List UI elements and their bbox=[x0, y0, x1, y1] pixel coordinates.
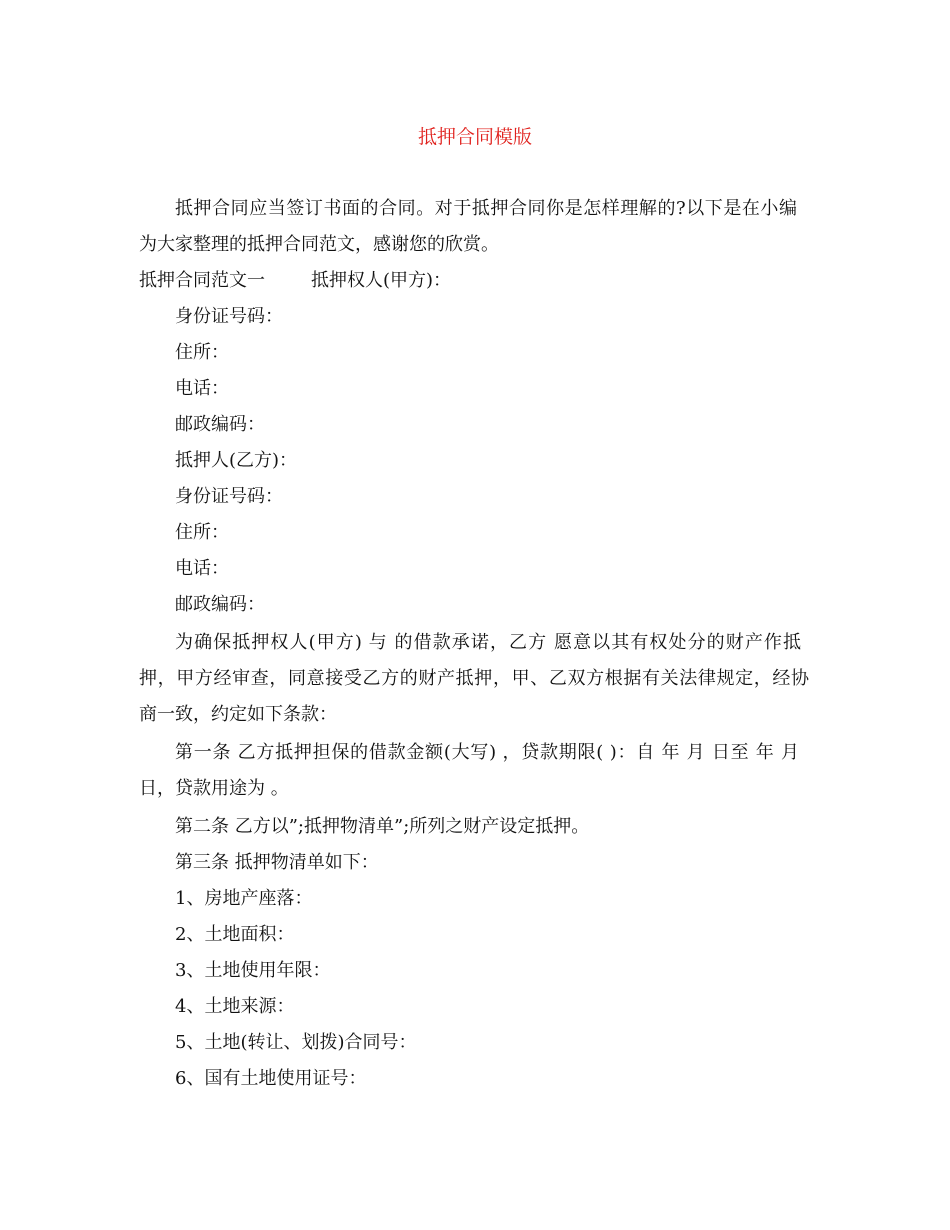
party-b-postcode-field: 邮政编码： bbox=[175, 594, 265, 615]
party-b-id-field: 身份证号码： bbox=[175, 486, 283, 507]
party-b-phone-field: 电话： bbox=[175, 558, 229, 579]
article-3: 第三条 抵押物清单如下： bbox=[175, 852, 379, 873]
party-b-heading: 抵押人(乙方)： bbox=[175, 450, 298, 471]
article-1-line-1: 第一条 乙方抵押担保的借款金额(大写) ，贷款期限( )：自 年 月 日至 年 月 bbox=[175, 742, 799, 763]
document-title: 抵押合同模版 bbox=[417, 126, 532, 148]
party-a-phone-field: 电话： bbox=[175, 378, 229, 399]
article-1-line-2: 日，贷款用途为 。 bbox=[139, 778, 289, 799]
list-item: 5、土地(转让、划拨)合同号： bbox=[175, 1032, 417, 1053]
intro-line-2: 为大家整理的抵押合同范文，感谢您的欣赏。 bbox=[139, 234, 499, 255]
list-item: 6、国有土地使用证号： bbox=[175, 1068, 367, 1089]
preamble-line-1: 为确保抵押权人(甲方) 与 的借款承诺，乙方 愿意以其有权处分的财产作抵 bbox=[175, 632, 801, 653]
party-a-address-field: 住所： bbox=[175, 342, 229, 363]
preamble-line-3: 商一致，约定如下条款： bbox=[139, 704, 337, 725]
party-a-postcode-field: 邮政编码： bbox=[175, 414, 265, 435]
list-item: 3、土地使用年限： bbox=[175, 960, 331, 981]
sample-label: 抵押合同范文一 bbox=[139, 270, 265, 291]
list-item: 2、土地面积： bbox=[175, 924, 295, 945]
intro-line-1: 抵押合同应当签订书面的合同。对于抵押合同你是怎样理解的?以下是在小编 bbox=[175, 198, 797, 219]
list-item: 1、房地产座落： bbox=[175, 888, 313, 909]
list-item: 4、土地来源： bbox=[175, 996, 295, 1017]
party-b-address-field: 住所： bbox=[175, 522, 229, 543]
preamble-line-2: 押，甲方经审查，同意接受乙方的财产抵押，甲、乙双方根据有关法律规定，经协 bbox=[139, 668, 809, 689]
party-a-heading: 抵押权人(甲方)： bbox=[311, 270, 452, 291]
party-a-id-field: 身份证号码： bbox=[175, 306, 283, 327]
sample-heading-line bbox=[139, 269, 451, 293]
article-2: 第二条 乙方以”;抵押物清单”;所列之财产设定抵押。 bbox=[175, 816, 590, 837]
